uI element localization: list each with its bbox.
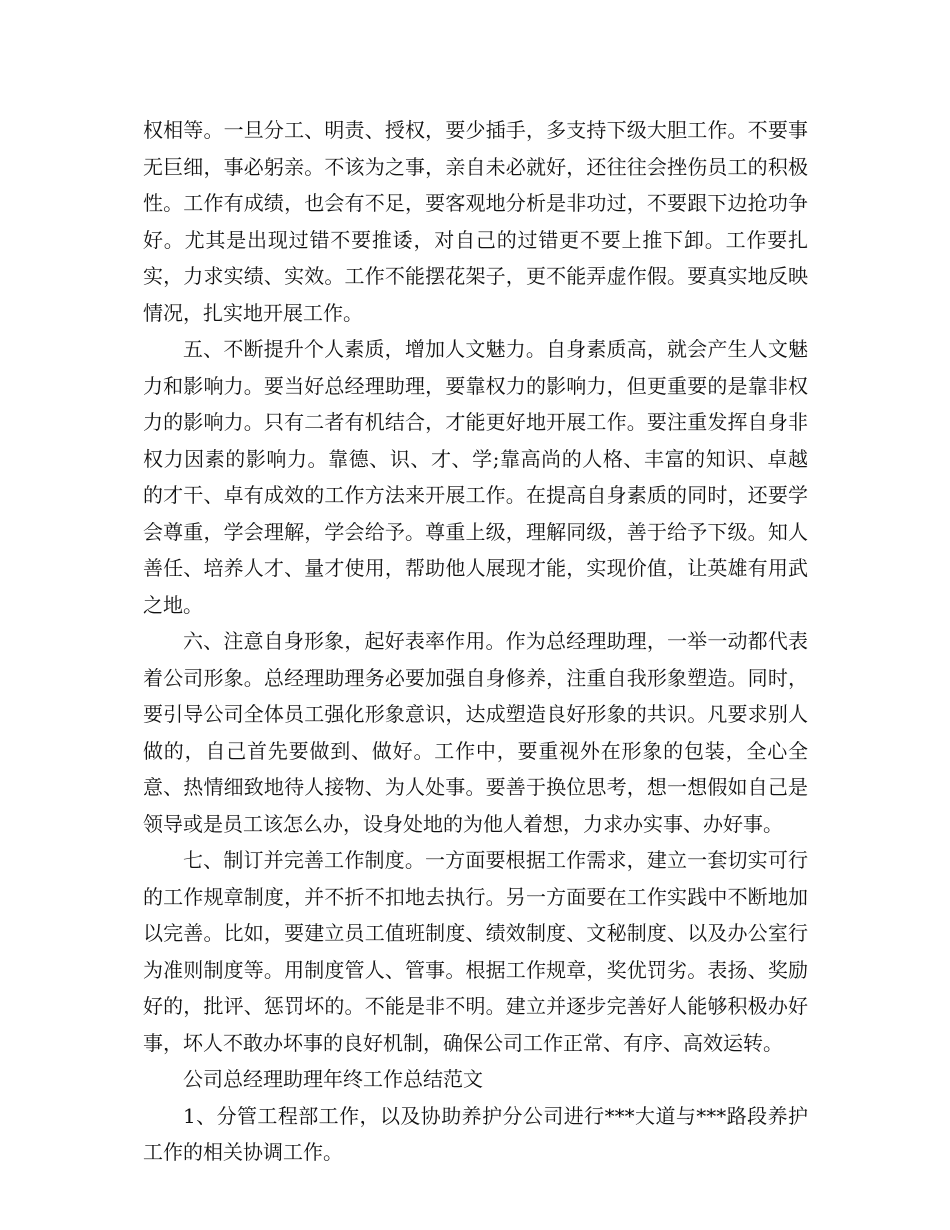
- paragraph-section-seven: 七、制订并完善工作制度。一方面要根据工作需求，建立一套切实可行的工作规章制度，并不折不扣地去执行。另一方面要在工作实践中不断地加以完善。比如，要建立员工值班制度、绩效制度、文秘制度、以及办公室行为准则制度等。用制度管人、管事。根据工作规章，奖优罚劣。表扬、奖励好的，批评、惩罚坏的。不能是非不明。建立并逐步完善好人能够积极办好事，坏人不敢办坏事的良好机制，确保公司工作正常、有序、高效运转。: [143, 848, 808, 1055]
- paragraph-section-six: 六、注意自身形象，起好表率作用。作为总经理助理，一举一动都代表着公司形象。总经理助理务必要加强自身修养，注重自我形象塑造。同时，要引导公司全体员工强化形象意识，达成塑造良好形象的共识。凡要求别人做的，自己首先要做到、做好。工作中，要重视外在形象的包装，全心全意、热情细致地待人接物、为人处事。要善于换位思考，想一想假如自己是领导或是员工该怎么办，设身处地的为他人着想，力求办实事、办好事。: [143, 629, 808, 836]
- paragraph-section-five: 五、不断提升个人素质，增加人文魅力。自身素质高，就会产生人文魅力和影响力。要当好总经理助理，要靠权力的影响力，但更重要的是靠非权力的影响力。只有二者有机结合，才能更好地开展工作。要注重发挥自身非权力因素的影响力。靠德、识、才、学;靠高尚的人格、丰富的知识、卓越的才干、卓有成效的工作方法来开展工作。在提高自身素质的同时，还要学会尊重，学会理解，学会给予。尊重上级，理解同级，善于给予下级。知人善任、培养人才、量才使用，帮助他人展现才能，实现价值，让英雄有用武之地。: [143, 337, 808, 617]
- paragraph-continuation: 权相等。一旦分工、明责、授权，要少插手，多支持下级大胆工作。不要事无巨细，事必躬亲。不该为之事，亲自未必就好，还往往会挫伤员工的积极性。工作有成绩，也会有不足，要客观地分析是非功过，不要跟下边抢功争好。尤其是出现过错不要推诿，对自己的过错更不要上推下卸。工作要扎实，力求实绩、实效。工作不能摆花架子，更不能弄虚作假。要真实地反映情况，扎实地开展工作。: [143, 118, 808, 325]
- document-page: [143, 112, 808, 1171]
- section-heading: 公司总经理助理年终工作总结范文: [183, 1067, 483, 1091]
- paragraph-item-one: 1、分管工程部工作，以及协助养护分公司进行***大道与***路段养护工作的相关协调工作。: [143, 1103, 808, 1164]
